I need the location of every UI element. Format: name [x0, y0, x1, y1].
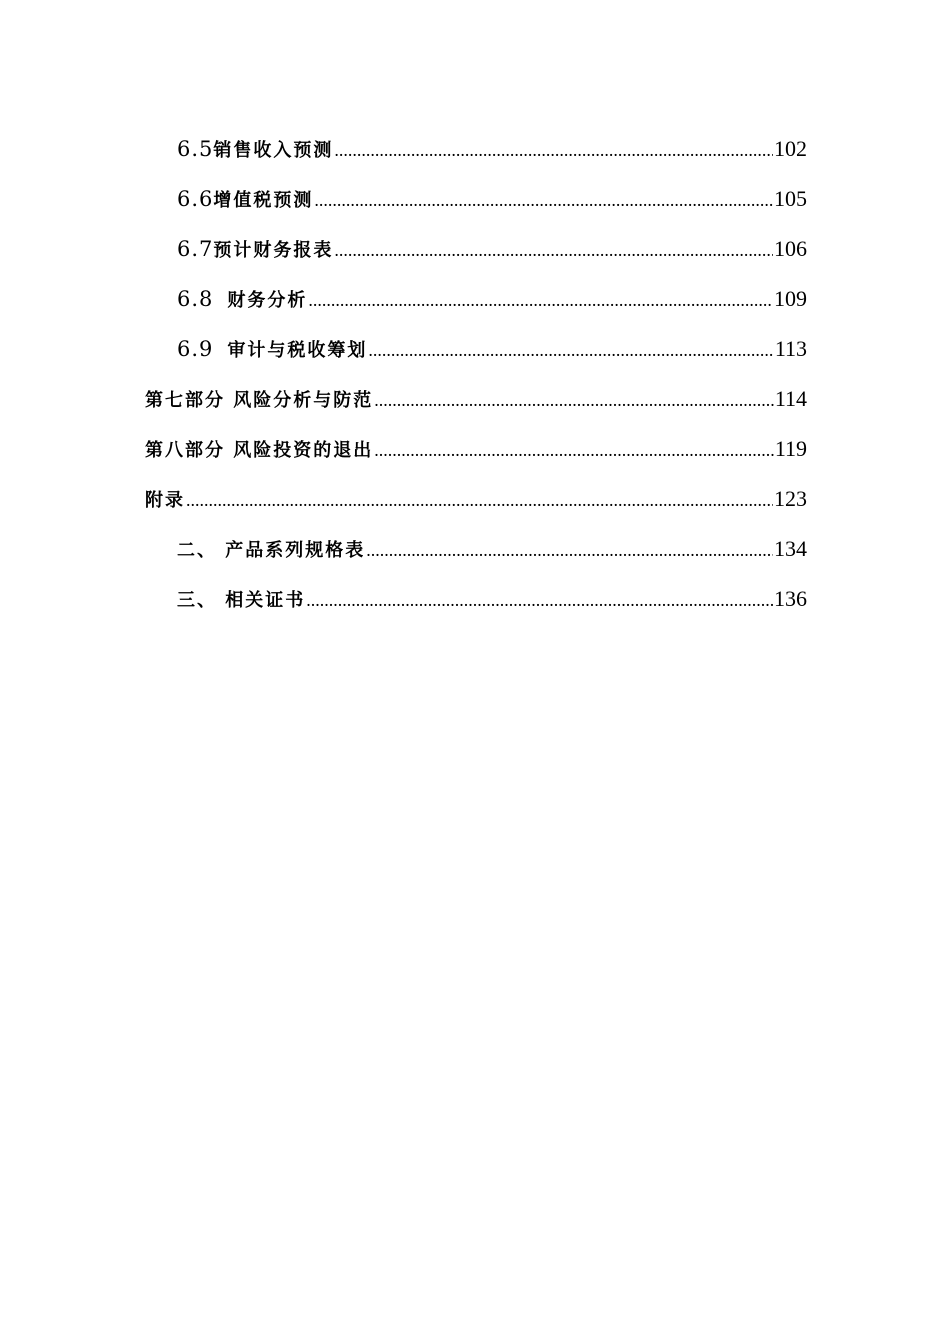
toc-entry-number: 6.5: [177, 137, 214, 161]
toc-entry-appendix-3[interactable]: [145, 580, 807, 630]
toc-entry-part-7[interactable]: [145, 380, 807, 430]
toc-entry-title: 三、 相关证书: [177, 590, 306, 611]
toc-entry-page: 114: [774, 386, 807, 411]
toc-entry-page: 109: [774, 286, 807, 311]
toc-entry-title: 第八部分 风险投资的退出: [145, 440, 374, 461]
toc-entry-6-9[interactable]: [145, 330, 807, 380]
toc-entry-number: 6.8: [177, 287, 214, 311]
toc-entry-part-8[interactable]: [145, 430, 807, 480]
toc-entry-page: 136: [774, 586, 807, 611]
toc-entry-title: 销售收入预测: [213, 140, 334, 161]
toc-entry-6-8[interactable]: [145, 280, 807, 330]
toc-entry-title: 审计与税收筹划: [227, 340, 368, 361]
dot-leader: [186, 481, 773, 519]
toc-entry-6-6[interactable]: [145, 180, 807, 230]
toc-entry-number: 6.6: [177, 187, 214, 211]
dot-leader: [334, 231, 773, 269]
dot-leader: [308, 281, 773, 319]
toc-entry-page: 123: [774, 486, 807, 511]
toc-entry-appendix-2[interactable]: [145, 530, 807, 580]
toc-entry-page: 105: [774, 186, 807, 211]
toc-entry-page: 106: [774, 236, 807, 261]
toc-entry-title: 预计财务报表: [213, 240, 334, 261]
toc-entry-title: 二、 产品系列规格表: [177, 540, 366, 561]
table-of-contents: [145, 130, 807, 630]
toc-entry-page: 119: [774, 436, 807, 461]
dot-leader: [314, 181, 773, 219]
toc-entry-title: 增值税预测: [213, 190, 314, 211]
toc-entry-title: 财务分析: [227, 290, 308, 311]
toc-entry-number: 6.7: [177, 237, 214, 261]
dot-leader: [374, 381, 774, 419]
toc-entry-number: 6.9: [177, 337, 214, 361]
toc-entry-6-7[interactable]: [145, 230, 807, 280]
toc-entry-page: 134: [774, 536, 807, 561]
toc-entry-page: 102: [774, 136, 807, 161]
toc-entry-6-5[interactable]: [145, 130, 807, 180]
dot-leader: [334, 131, 773, 169]
dot-leader: [368, 331, 773, 369]
dot-leader: [366, 531, 773, 569]
toc-entry-page: 113: [774, 336, 807, 361]
toc-entry-appendix[interactable]: [145, 480, 807, 530]
dot-leader: [374, 431, 774, 469]
toc-entry-title: 附录: [145, 490, 185, 511]
dot-leader: [306, 581, 773, 619]
toc-entry-title: 第七部分 风险分析与防范: [145, 390, 374, 411]
